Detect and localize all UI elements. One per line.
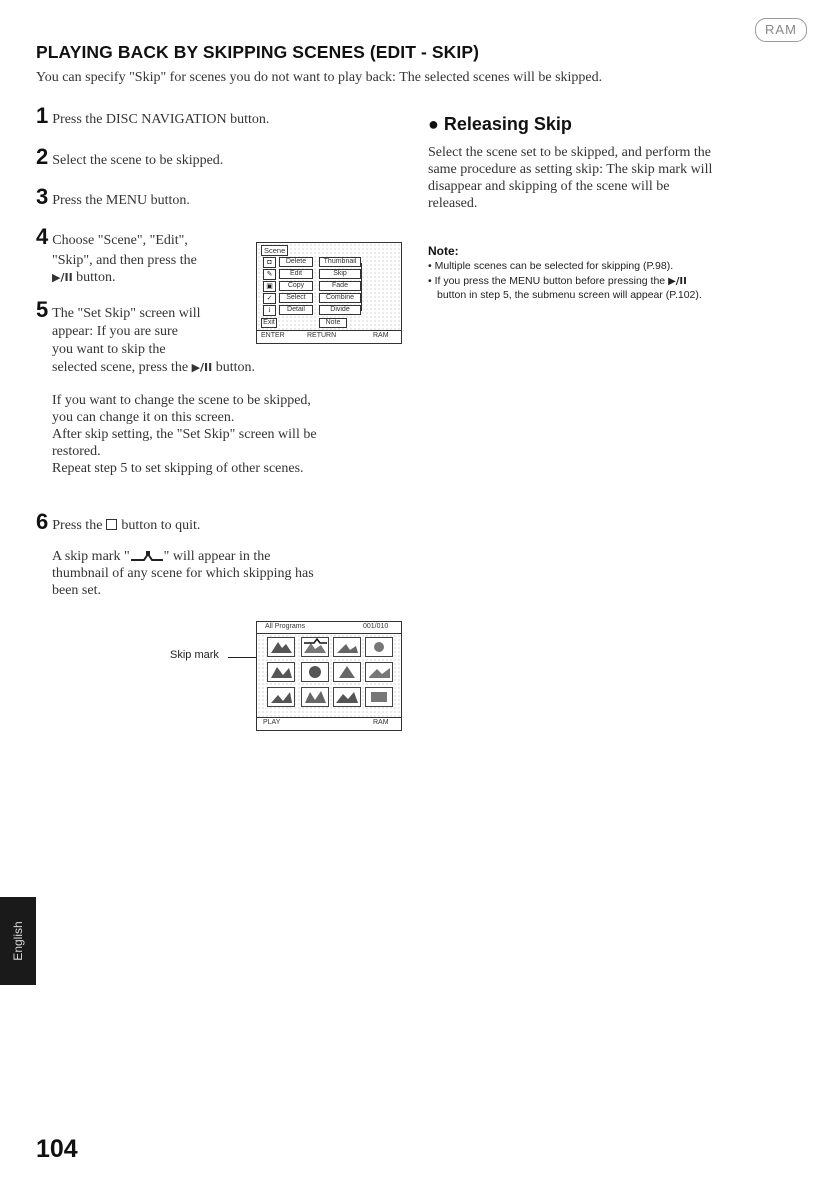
step-4-line-2: "Skip", and then press the [52, 253, 197, 268]
thumbnail[interactable] [333, 637, 361, 657]
releasing-skip-body [428, 144, 788, 212]
paragraph-line: you can change it on this screen. [52, 410, 235, 425]
paragraph-line [52, 548, 314, 565]
paragraph-line: If you want to change the scene to be skipped, [52, 393, 311, 408]
play-pause-icon: ▶/II [52, 271, 73, 284]
thumbnail[interactable] [333, 687, 361, 707]
status-enter: ENTER [261, 332, 285, 339]
intro-text: You can specify "Skip" for scenes you do not want to play back: The selected scenes will be skipped. [36, 70, 603, 85]
submenu-item-fade[interactable]: Fade [319, 281, 361, 291]
step-text: button to quit. [121, 518, 201, 533]
scene-menu-screen [256, 242, 402, 344]
paragraph-line: been set. [52, 583, 101, 598]
menu-item-detail[interactable]: Detail [279, 305, 313, 315]
menu-item-exit[interactable]: Exit [261, 318, 277, 328]
paragraph-line: released. [428, 196, 478, 211]
step-5-line-3: you want to skip the [52, 342, 166, 357]
step-5 [36, 298, 201, 322]
thumbnail[interactable] [267, 637, 295, 657]
status-ram: RAM [373, 719, 389, 726]
submenu-connector [361, 263, 362, 311]
thumbnail-screen [256, 621, 402, 731]
menu-icon: ✎ [263, 269, 276, 280]
language-label: English [11, 921, 25, 961]
step-4-button-word: button. [76, 270, 116, 285]
step-6 [36, 510, 200, 534]
menu-icon: ▣ [263, 281, 276, 292]
menu-title: Scene [261, 245, 288, 256]
menu-icon: i [263, 305, 276, 316]
thumbnail[interactable] [365, 662, 393, 682]
thumb-title-bar [257, 622, 401, 634]
step-text: The "Set Skip" screen will [52, 306, 201, 321]
step-6-paragraph [52, 548, 314, 599]
paragraph-line: restored. [52, 444, 101, 459]
play-pause-icon: ▶/II [668, 276, 687, 287]
status-return: RETURN [307, 332, 337, 339]
releasing-skip-heading: ● Releasing Skip [428, 114, 572, 134]
skip-mark-text-before: A skip mark " [52, 549, 130, 564]
menu-status-bar [257, 330, 401, 343]
step-text: Press the [52, 518, 103, 533]
step-number: 3 [36, 184, 49, 209]
thumbnail[interactable] [365, 637, 393, 657]
ram-disc-badge: RAM [755, 18, 807, 42]
thumbnail[interactable] [301, 662, 329, 682]
step-5-paragraph-1 [52, 392, 317, 477]
note-heading: Note: [428, 244, 459, 258]
step-text: Choose "Scene", "Edit", [52, 233, 188, 248]
step-5-line-2: appear: If you are sure [52, 324, 178, 339]
menu-item-edit[interactable]: Edit [279, 269, 313, 279]
note-item-1: • Multiple scenes can be selected for skipping (P.98). [428, 260, 674, 272]
thumbnail[interactable] [267, 662, 295, 682]
thumbnail-skipped[interactable] [301, 637, 329, 657]
step-1 [36, 104, 269, 128]
thumbnail[interactable] [333, 662, 361, 682]
skip-mark-text-after: " will appear in the [163, 549, 271, 564]
play-pause-icon: ▶/II [191, 361, 213, 374]
stop-button-icon [106, 519, 117, 530]
paragraph-line: After skip setting, the "Set Skip" screen will be [52, 427, 317, 442]
thumbnail[interactable] [301, 687, 329, 707]
submenu-item-combine[interactable]: Combine [319, 293, 361, 303]
step-5-line-4 [52, 359, 255, 376]
paragraph-line: Repeat step 5 to set skipping of other scenes. [52, 461, 304, 476]
step-4 [36, 225, 188, 249]
paragraph-line: Select the scene set to be skipped, and perform the [428, 145, 712, 160]
menu-icon: ◘ [263, 257, 276, 268]
menu-item-note[interactable]: Note [319, 318, 347, 328]
status-ram: RAM [373, 332, 389, 339]
thumbnail[interactable] [267, 687, 295, 707]
step-3 [36, 185, 190, 209]
menu-icon: ✓ [263, 293, 276, 304]
submenu-item-divide[interactable]: Divide [319, 305, 361, 315]
paragraph-line: disappear and skipping of the scene will be [428, 179, 670, 194]
thumb-title: All Programs [265, 623, 306, 630]
step-number: 5 [36, 297, 49, 322]
language-tab [0, 897, 36, 985]
thumb-status-bar [257, 717, 401, 730]
page-number: 104 [36, 1135, 78, 1163]
note-item-2-line-2: button in step 5, the submenu screen will appear (P.102). [437, 289, 702, 301]
releasing-skip-title: Releasing Skip [443, 114, 572, 134]
menu-item-select[interactable]: Select [279, 293, 313, 303]
step-number: 4 [36, 224, 49, 249]
paragraph-line: same procedure as setting skip: The skip mark will [428, 162, 713, 177]
skip-mark-icon [130, 549, 164, 559]
note-text: Multiple scenes can be selected for skipping (P.98). [434, 260, 674, 272]
step-5-text: selected scene, press the [52, 360, 189, 375]
submenu-item-thumbnail[interactable]: Thumbnail [319, 257, 361, 267]
step-number: 6 [36, 509, 49, 534]
menu-item-copy[interactable]: Copy [279, 281, 313, 291]
note-item-2: • If you press the MENU button before pressing the ▶/II [428, 275, 687, 287]
page-title: PLAYING BACK BY SKIPPING SCENES (EDIT - SKIP) [36, 42, 480, 62]
step-number: 2 [36, 144, 49, 169]
note-text: If you press the MENU button before pressing the [434, 275, 666, 287]
paragraph-line: thumbnail of any scene for which skipping has [52, 566, 314, 581]
step-text: Press the MENU button. [52, 193, 190, 208]
submenu-item-skip[interactable]: Skip [319, 269, 361, 279]
thumbnail[interactable] [365, 687, 393, 707]
step-2 [36, 145, 223, 169]
step-4-line-3 [52, 269, 115, 286]
step-text: Select the scene to be skipped. [52, 153, 224, 168]
status-play: PLAY [263, 719, 281, 726]
step-text: Press the DISC NAVIGATION button. [52, 112, 270, 127]
step-5-button-word: button. [215, 360, 256, 375]
skip-mark-label: Skip mark [170, 649, 219, 661]
thumb-counter: 001/010 [363, 623, 389, 630]
menu-item-delete[interactable]: Delete [279, 257, 313, 267]
step-number: 1 [36, 103, 49, 128]
